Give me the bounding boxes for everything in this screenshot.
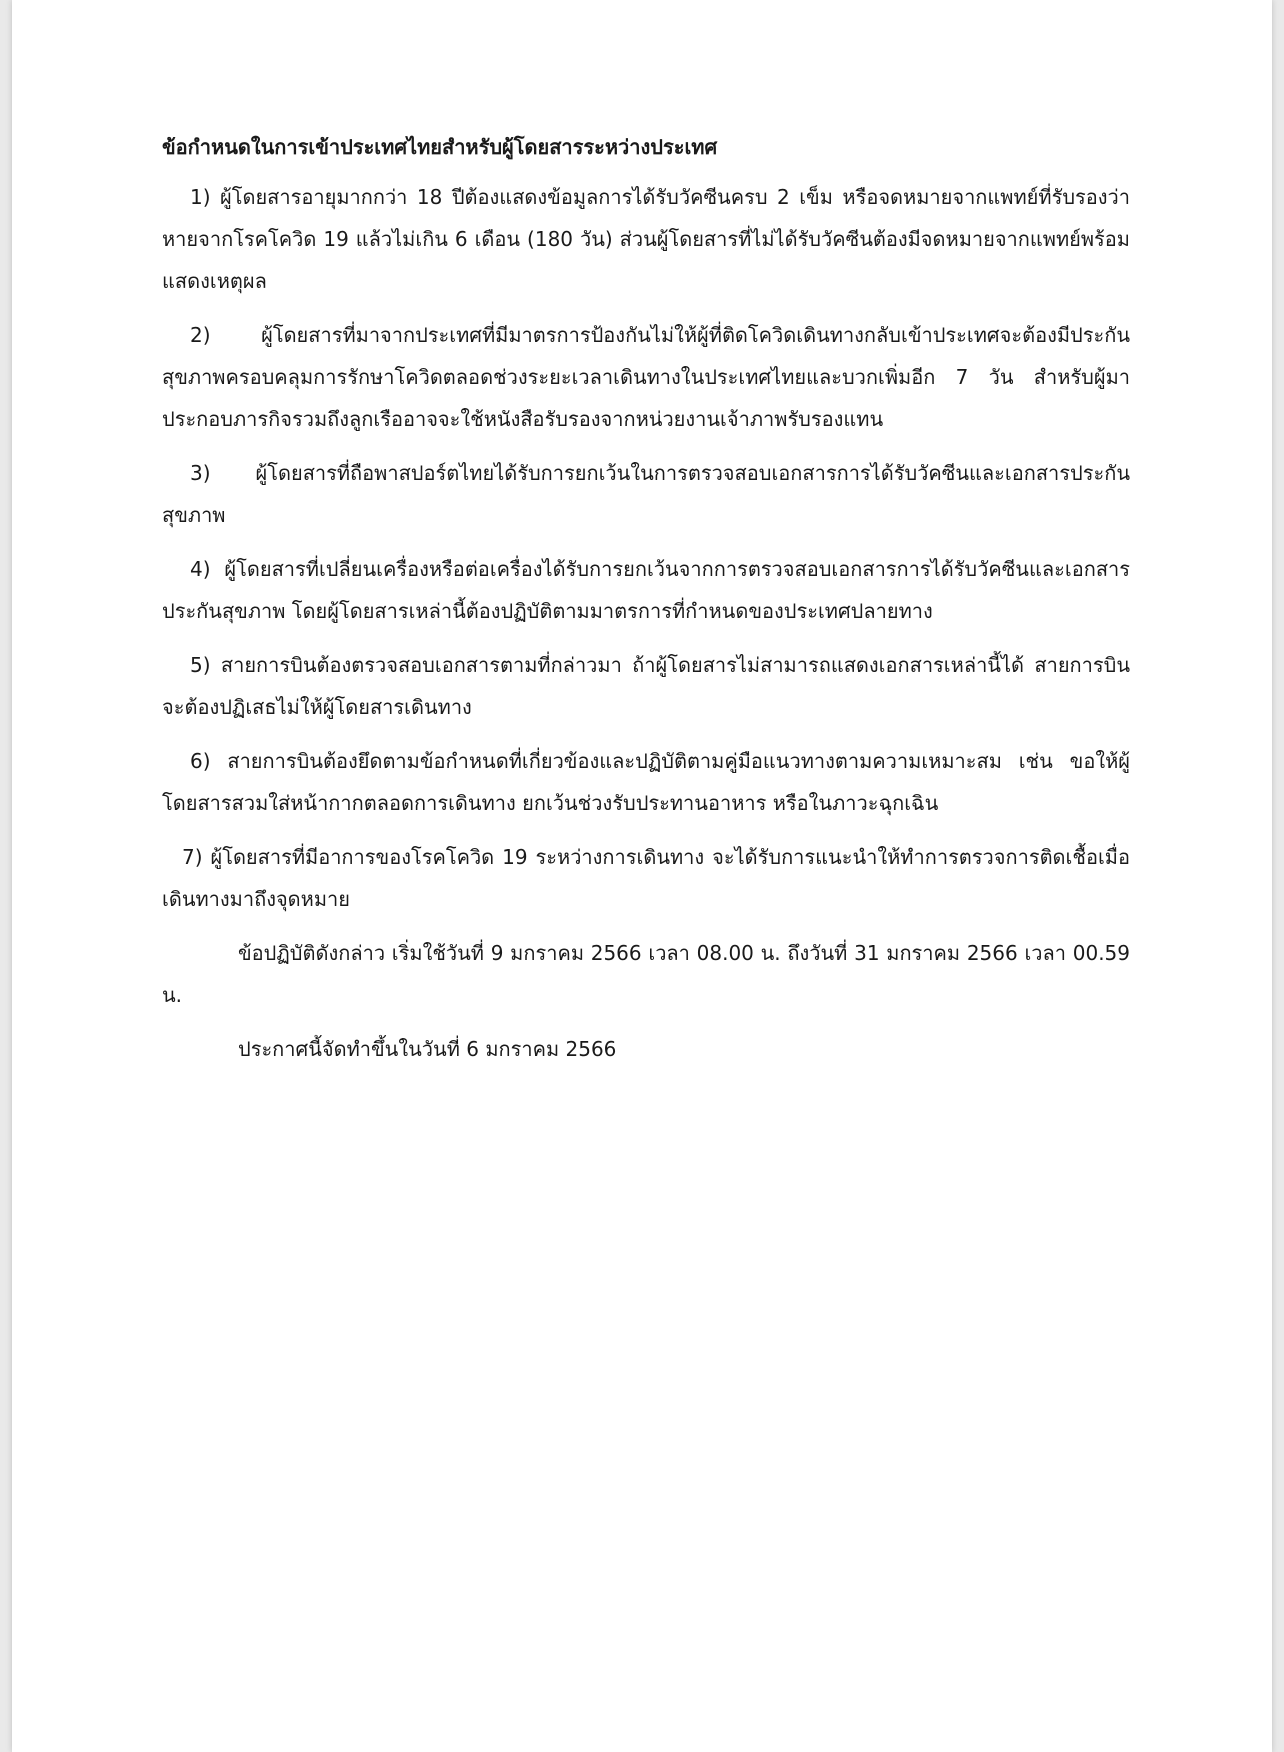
effective-date-note: ข้อปฏิบัติดังกล่าว เริ่มใช้วันที่ 9 มกราคม 2566 เวลา 08.00 น. ถึงวันที่ 31 มกราคม 2566 เวลา 00.59 น. <box>162 941 1130 1007</box>
requirement-item-4: 4) ผู้โดยสารที่เปลี่ยนเครื่องหรือต่อเครื่องได้รับการยกเว้นจากการตรวจสอบเอกสารการได้รับวัคซีนและเอกสารประกันสุขภาพ โดยผู้โดยสารเหล่านี้ต้องปฏิบัติตามมาตรการที่กำหนดของประเทศปลายทาง <box>162 557 1130 623</box>
announcement-date-note: ประกาศนี้จัดทำขึ้นในวันที่ 6 มกราคม 2566 <box>238 1037 617 1061</box>
requirement-item-6: 6) สายการบินต้องยึดตามข้อกำหนดที่เกี่ยวข้องและปฏิบัติตามคู่มือแนวทางตามความเหมาะสม เช่น ขอให้ผู้โดยสารสวมใส่หน้ากากตลอดการเดินทาง ยกเว้นช่วงรับประทานอาหาร หรือในภาวะฉุกเฉิน <box>162 749 1130 815</box>
document-page <box>12 0 1272 1752</box>
requirement-item-5: 5) สายการบินต้องตรวจสอบเอกสารตามที่กล่าวมา ถ้าผู้โดยสารไม่สามารถแสดงเอกสารเหล่านี้ได้ สายการบินจะต้องปฏิเสธไม่ให้ผู้โดยสารเดินทาง <box>162 653 1130 719</box>
document-title: ข้อกำหนดในการเข้าประเทศไทยสำหรับผู้โดยสารระหว่างประเทศ <box>162 135 718 159</box>
requirement-item-1: 1) ผู้โดยสารอายุมากกว่า 18 ปีต้องแสดงข้อมูลการได้รับวัคซีนครบ 2 เข็ม หรือจดหมายจากแพทย์ที่รับรองว่าหายจากโรคโควิด 19 แล้วไม่เกิน 6 เดือน (180 วัน) ส่วนผู้โดยสารที่ไม่ได้รับวัคซีนต้องมีจดหมายจากแพทย์พร้อมแสดงเหตุผล <box>162 185 1130 293</box>
document-content <box>162 126 1130 1082</box>
requirement-item-7: 7) ผู้โดยสารที่มีอาการของโรคโควิด 19 ระหว่างการเดินทาง จะได้รับการแนะนำให้ทำการตรวจการติดเชื้อเมื่อเดินทางมาถึงจุดหมาย <box>162 845 1130 911</box>
requirement-item-3: 3) ผู้โดยสารที่ถือพาสปอร์ตไทยได้รับการยกเว้นในการตรวจสอบเอกสารการได้รับวัคซีนและเอกสารประกันสุขภาพ <box>162 461 1130 527</box>
requirement-item-2: 2) ผู้โดยสารที่มาจากประเทศที่มีมาตรการป้องกันไม่ให้ผู้ที่ติดโควิดเดินทางกลับเข้าประเทศจะต้องมีประกันสุขภาพครอบคลุมการรักษาโควิดตลอดช่วงระยะเวลาเดินทางในประเทศไทยและบวกเพิ่มอีก 7 วัน สำหรับผู้มาประกอบภารกิจรวมถึงลูกเรืออาจจะใช้หนังสือรับรองจากหน่วยงานเจ้าภาพรับรองแทน <box>162 323 1130 431</box>
